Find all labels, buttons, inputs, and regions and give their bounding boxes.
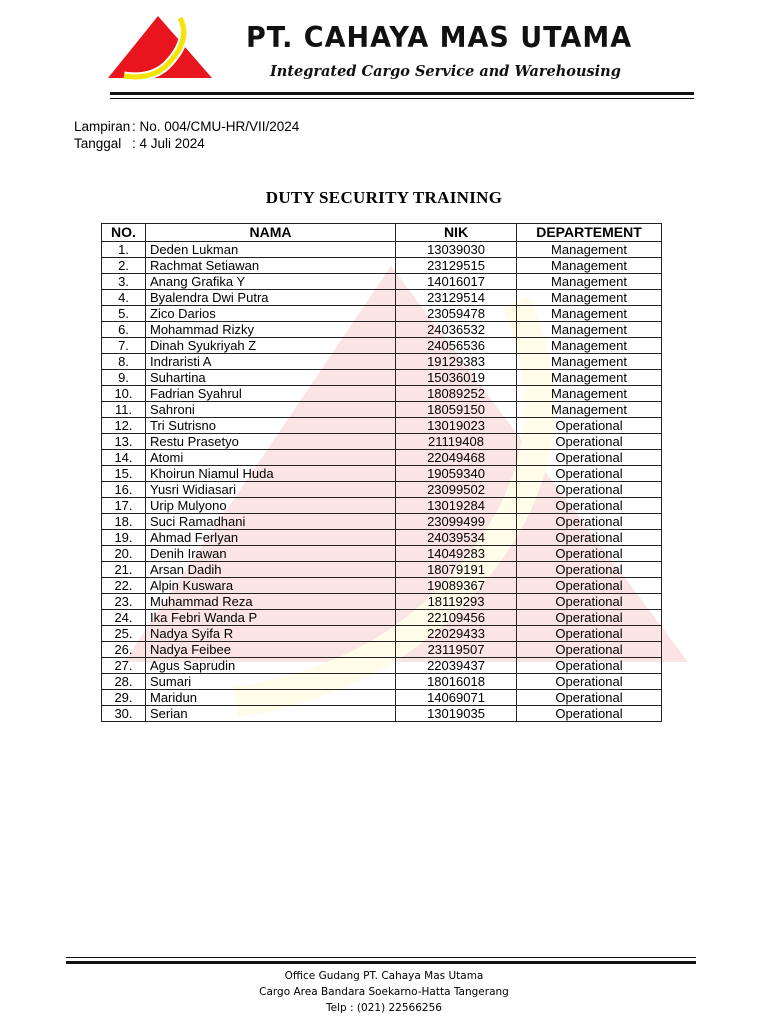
row-number: 14. — [102, 450, 146, 466]
table-row — [102, 482, 662, 498]
row-nik: 19059340 — [396, 466, 517, 482]
row-nama: Maridun — [146, 690, 396, 706]
row-number: 2. — [102, 258, 146, 274]
row-nama: Alpin Kuswara — [146, 578, 396, 594]
row-number: 5. — [102, 306, 146, 322]
row-number: 19. — [102, 530, 146, 546]
row-nik: 24036532 — [396, 322, 517, 338]
table-row — [102, 434, 662, 450]
row-departement: Operational — [517, 546, 662, 562]
row-number: 8. — [102, 354, 146, 370]
row-nama: Rachmat Setiawan — [146, 258, 396, 274]
row-departement: Management — [517, 354, 662, 370]
row-departement: Management — [517, 402, 662, 418]
row-number: 20. — [102, 546, 146, 562]
row-nik: 15036019 — [396, 370, 517, 386]
table-row — [102, 466, 662, 482]
row-departement: Management — [517, 370, 662, 386]
row-departement: Operational — [517, 674, 662, 690]
row-number: 12. — [102, 418, 146, 434]
row-nama: Anang Grafika Y — [146, 274, 396, 290]
row-nama: Mohammad Rizky — [146, 322, 396, 338]
row-nik: 23119507 — [396, 642, 517, 658]
footer-office: Office Gudang PT. Cahaya Mas Utama — [284, 970, 484, 982]
row-nik: 24039534 — [396, 530, 517, 546]
company-name: PT. CAHAYA MAS UTAMA — [246, 22, 633, 55]
row-number: 24. — [102, 610, 146, 626]
row-nik: 24056536 — [396, 338, 517, 354]
table-row — [102, 258, 662, 274]
row-departement: Management — [517, 290, 662, 306]
row-nama: Nadya Feibee — [146, 642, 396, 658]
table-row — [102, 594, 662, 610]
row-number: 9. — [102, 370, 146, 386]
row-departement: Operational — [517, 626, 662, 642]
row-nik: 19129383 — [396, 354, 517, 370]
row-nama: Tri Sutrisno — [146, 418, 396, 434]
row-departement: Operational — [517, 658, 662, 674]
row-departement: Operational — [517, 418, 662, 434]
table-row — [102, 242, 662, 258]
row-number: 6. — [102, 322, 146, 338]
row-number: 17. — [102, 498, 146, 514]
table-row — [102, 706, 662, 722]
row-nik: 22039437 — [396, 658, 517, 674]
row-nik: 21119408 — [396, 434, 517, 450]
row-nik: 13039030 — [396, 242, 517, 258]
row-nik: 23099499 — [396, 514, 517, 530]
row-departement: Management — [517, 338, 662, 354]
row-nama: Sahroni — [146, 402, 396, 418]
row-nik: 18079191 — [396, 562, 517, 578]
row-number: 4. — [102, 290, 146, 306]
table-row — [102, 578, 662, 594]
row-nama: Deden Lukman — [146, 242, 396, 258]
row-nik: 23129514 — [396, 290, 517, 306]
row-departement: Management — [517, 306, 662, 322]
table-row — [102, 626, 662, 642]
lampiran-value: : No. 004/CMU-HR/VII/2024 — [132, 119, 300, 134]
row-nik: 18016018 — [396, 674, 517, 690]
row-nama: Fadrian Syahrul — [146, 386, 396, 402]
row-departement: Operational — [517, 642, 662, 658]
row-nik: 19089367 — [396, 578, 517, 594]
roster-table — [101, 223, 662, 722]
row-nama: Suhartina — [146, 370, 396, 386]
row-departement: Operational — [517, 706, 662, 722]
table-row — [102, 386, 662, 402]
row-number: 26. — [102, 642, 146, 658]
row-nik: 18089252 — [396, 386, 517, 402]
row-number: 25. — [102, 626, 146, 642]
row-number: 3. — [102, 274, 146, 290]
row-nama: Restu Prasetyo — [146, 434, 396, 450]
table-row — [102, 402, 662, 418]
tanggal-line — [74, 136, 205, 151]
row-number: 22. — [102, 578, 146, 594]
row-number: 13. — [102, 434, 146, 450]
row-number: 11. — [102, 402, 146, 418]
row-nama: Denih Irawan — [146, 546, 396, 562]
table-row — [102, 274, 662, 290]
row-number: 23. — [102, 594, 146, 610]
row-nama: Agus Saprudin — [146, 658, 396, 674]
row-nama: Urip Mulyono — [146, 498, 396, 514]
row-nik: 13019284 — [396, 498, 517, 514]
row-nik: 23059478 — [396, 306, 517, 322]
row-nik: 13019023 — [396, 418, 517, 434]
row-nik: 14049283 — [396, 546, 517, 562]
header-divider-thin — [110, 98, 694, 99]
footer-divider-thin — [66, 957, 696, 958]
table-row — [102, 306, 662, 322]
row-nik: 18059150 — [396, 402, 517, 418]
column-header-no: NO. — [102, 224, 146, 242]
row-nama: Nadya Syifa R — [146, 626, 396, 642]
row-number: 28. — [102, 674, 146, 690]
table-row — [102, 338, 662, 354]
row-nik: 23099502 — [396, 482, 517, 498]
table-row — [102, 514, 662, 530]
table-row — [102, 450, 662, 466]
table-row — [102, 530, 662, 546]
footer-phone: Telp : (021) 22566256 — [326, 1002, 442, 1014]
row-nama: Indraristi A — [146, 354, 396, 370]
row-number: 15. — [102, 466, 146, 482]
table-header-row — [102, 224, 662, 242]
table-row — [102, 546, 662, 562]
row-nama: Serian — [146, 706, 396, 722]
row-nik: 13019035 — [396, 706, 517, 722]
row-number: 30. — [102, 706, 146, 722]
lampiran-label: Lampiran — [74, 119, 131, 134]
company-logo — [106, 14, 216, 82]
footer-divider — [66, 961, 696, 964]
row-number: 10. — [102, 386, 146, 402]
row-number: 7. — [102, 338, 146, 354]
row-nik: 23129515 — [396, 258, 517, 274]
row-nama: Khoirun Niamul Huda — [146, 466, 396, 482]
row-nama: Ahmad Ferlyan — [146, 530, 396, 546]
column-header-nama: NAMA — [146, 224, 396, 242]
lampiran-line — [74, 119, 299, 134]
row-departement: Management — [517, 242, 662, 258]
row-departement: Management — [517, 386, 662, 402]
row-nama: Suci Ramadhani — [146, 514, 396, 530]
row-number: 29. — [102, 690, 146, 706]
row-departement: Operational — [517, 466, 662, 482]
row-nama: Muhammad Reza — [146, 594, 396, 610]
footer-address: Cargo Area Bandara Soekarno-Hatta Tangerang — [259, 986, 509, 998]
row-departement: Operational — [517, 594, 662, 610]
row-nama: Sumari — [146, 674, 396, 690]
row-departement: Management — [517, 322, 662, 338]
row-nama: Ika Febri Wanda P — [146, 610, 396, 626]
table-row — [102, 610, 662, 626]
table-row — [102, 562, 662, 578]
table-row — [102, 370, 662, 386]
row-number: 18. — [102, 514, 146, 530]
table-row — [102, 322, 662, 338]
company-tagline: Integrated Cargo Service and Warehousing — [270, 63, 621, 80]
row-nama: Arsan Dadih — [146, 562, 396, 578]
tanggal-value: : 4 Juli 2024 — [132, 136, 205, 151]
row-nik: 22029433 — [396, 626, 517, 642]
document-title: DUTY SECURITY TRAINING — [265, 188, 503, 207]
row-nik: 14016017 — [396, 274, 517, 290]
header-divider — [110, 92, 694, 95]
table-row — [102, 498, 662, 514]
row-departement: Operational — [517, 530, 662, 546]
column-header-departement: DEPARTEMENT — [517, 224, 662, 242]
row-departement: Management — [517, 274, 662, 290]
row-departement: Operational — [517, 610, 662, 626]
row-number: 27. — [102, 658, 146, 674]
row-nama: Byalendra Dwi Putra — [146, 290, 396, 306]
row-departement: Operational — [517, 482, 662, 498]
row-number: 21. — [102, 562, 146, 578]
row-number: 16. — [102, 482, 146, 498]
row-nama: Yusri Widiasari — [146, 482, 396, 498]
row-nama: Dinah Syukriyah Z — [146, 338, 396, 354]
row-nik: 22049468 — [396, 450, 517, 466]
row-departement: Management — [517, 258, 662, 274]
row-nama: Zico Darios — [146, 306, 396, 322]
row-nik: 14069071 — [396, 690, 517, 706]
row-departement: Operational — [517, 578, 662, 594]
row-departement: Operational — [517, 514, 662, 530]
table-row — [102, 290, 662, 306]
row-departement: Operational — [517, 562, 662, 578]
table-row — [102, 642, 662, 658]
row-departement: Operational — [517, 498, 662, 514]
table-row — [102, 418, 662, 434]
column-header-nik: NIK — [396, 224, 517, 242]
row-nama: Atomi — [146, 450, 396, 466]
row-departement: Operational — [517, 434, 662, 450]
tanggal-label: Tanggal — [74, 136, 122, 151]
row-nik: 18119293 — [396, 594, 517, 610]
row-departement: Operational — [517, 690, 662, 706]
table-row — [102, 354, 662, 370]
row-number: 1. — [102, 242, 146, 258]
table-row — [102, 674, 662, 690]
row-departement: Operational — [517, 450, 662, 466]
row-nik: 22109456 — [396, 610, 517, 626]
table-row — [102, 658, 662, 674]
table-row — [102, 690, 662, 706]
